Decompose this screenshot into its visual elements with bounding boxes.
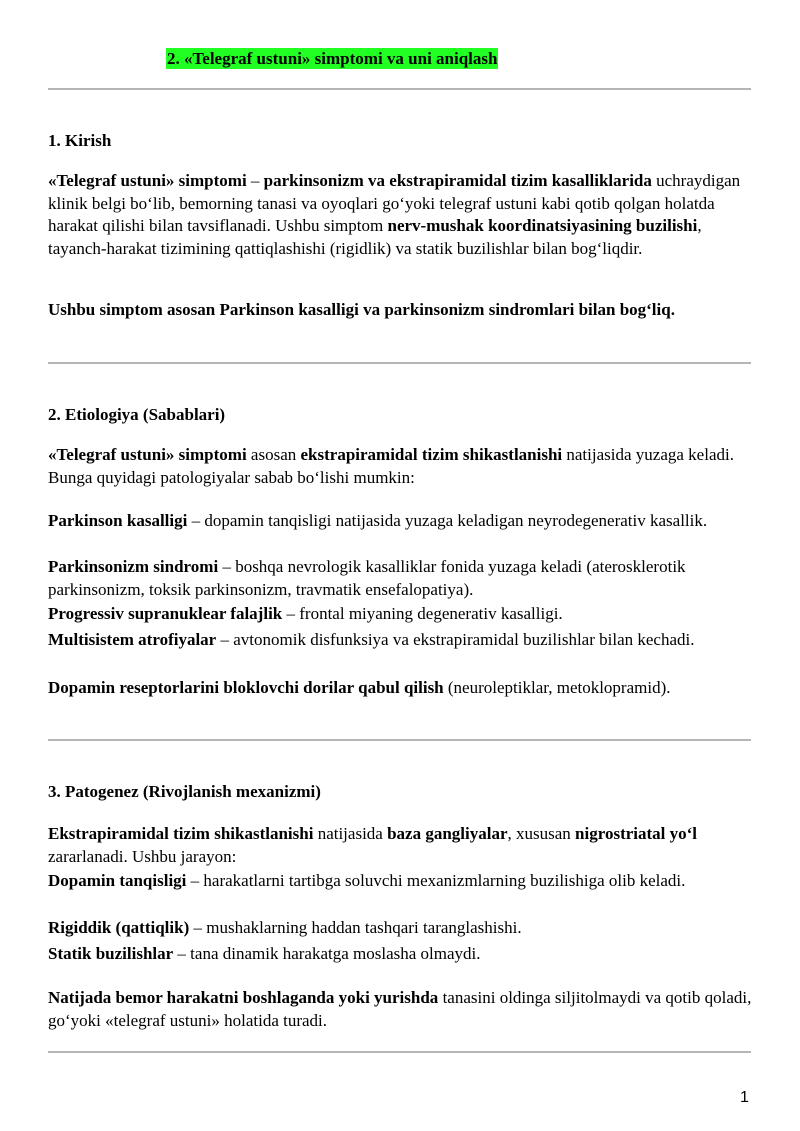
text: – avtonomik disfunksiya va ekstrapiramidal buzilishlar bilan kechadi. [216,630,695,649]
text: – [246,171,264,190]
bold-text: ekstrapiramidal tizim shikastlanishi [300,445,563,464]
document-title: 2. «Telegraf ustuni» simptomi va uni aniqlash [167,49,498,68]
bold-text: baza gangliyalar [387,824,508,843]
list-item [48,870,752,893]
bold-text: Dopamin tanqisligi [48,871,187,890]
list-item [48,603,752,626]
bold-text: Parkinson kasalligi [48,511,188,530]
section-heading-etiologiya: 2. Etiologiya (Sabablari) [48,405,226,424]
text: – boshqa nevrologik kasalliklar fonida yuzaga keladi (aterosklerotik parkinsonizm, toksik parkinsonizm, travmatik ensefalopatiya). [48,557,686,599]
bold-text: Dopamin reseptorlarini bloklovchi dorilar qabul qilish [48,678,444,697]
bold-text: «Telegraf ustuni» simptomi [48,171,247,190]
text: zararlanadi. Ushbu jarayon: [48,846,237,866]
text: (neuroleptiklar, metoklopramid). [443,678,671,697]
text: , tayanch-harakat tizimining qattiqlashishi (rigidlik) va statik buzilishlar bilan bog‘liqdir. [48,216,702,258]
divider [48,1051,751,1053]
list-item [48,510,752,533]
list-item [48,917,752,940]
paragraph-etiology-intro [48,444,752,489]
bold-text: Progressiv supranuklear falajlik [48,604,283,623]
paragraph-pathogenesis-lead [48,823,752,868]
bold-text: «Telegraf ustuni» simptomi [48,445,247,464]
page-number: 1 [740,1089,749,1106]
bold-text: Ushbu simptom asosan Parkinson kasalligi va parkinsonizm sindromlari bilan bog‘liq. [48,300,675,319]
section-heading-patogenez: 3. Patogenez (Rivojlanish mexanizmi) [48,782,321,801]
paragraph-result [48,987,752,1032]
list-item [48,629,752,652]
divider [48,88,751,90]
text: – frontal miyaning degenerativ kasalligi. [282,604,563,623]
bold-text: Multisistem atrofiyalar [48,630,217,649]
bold-text: Natijada bemor harakatni boshlaganda yoki yurishda [48,988,439,1007]
divider [48,739,751,741]
document-title-wrap [166,48,498,69]
bold-text: parkinsonizm va ekstrapiramidal tizim kasalliklarida [263,171,652,190]
text: – harakatlarni tartibga soluvchi mexanizmlarning buzilishiga olib keladi. [186,871,686,890]
text: natijasida [313,824,388,843]
bold-text: Parkinsonizm sindromi [48,557,219,576]
text: asosan [246,445,301,464]
list-item [48,943,752,966]
bold-text: nerv-mushak koordinatsiyasining buzilishi [387,216,698,236]
section-heading-kirish: 1. Kirish [48,131,112,150]
bold-text: Statik buzilishlar [48,944,174,963]
list-item [48,556,752,601]
text: tanasini oldinga siljitolmaydi va qotib qoladi, go‘yoki «telegraf ustuni» holatida turadi. [48,988,752,1030]
text: – mushaklarning haddan tashqari taranglashishi. [189,918,522,937]
bold-text: nigrostriatal yo‘l [575,824,698,843]
bold-text: Ekstrapiramidal tizim shikastlanishi [48,824,314,843]
bold-text: Rigiddik (qattiqlik) [48,918,190,937]
text: – dopamin tanqisligi natijasida yuzaga keladigan neyrodegenerativ kasallik. [187,511,708,530]
list-item [48,677,752,700]
text: – tana dinamik harakatga moslasha olmaydi. [173,944,481,963]
note-paragraph [48,299,752,322]
text: natijasida yuzaga keladi. Bunga quyidagi patologiyalar sabab bo‘lishi mumkin: [48,445,734,487]
paragraph-intro [48,170,752,260]
text: uchraydigan klinik belgi bo‘lib, bemorning tanasi va oyoqlari go‘yoki telegraf ustuni kabi qotib qolgan holatda harakat qilishi bilan tavsiflanadi. Ushbu simptom [48,171,741,236]
text: , xususan [507,824,576,843]
divider [48,362,751,364]
